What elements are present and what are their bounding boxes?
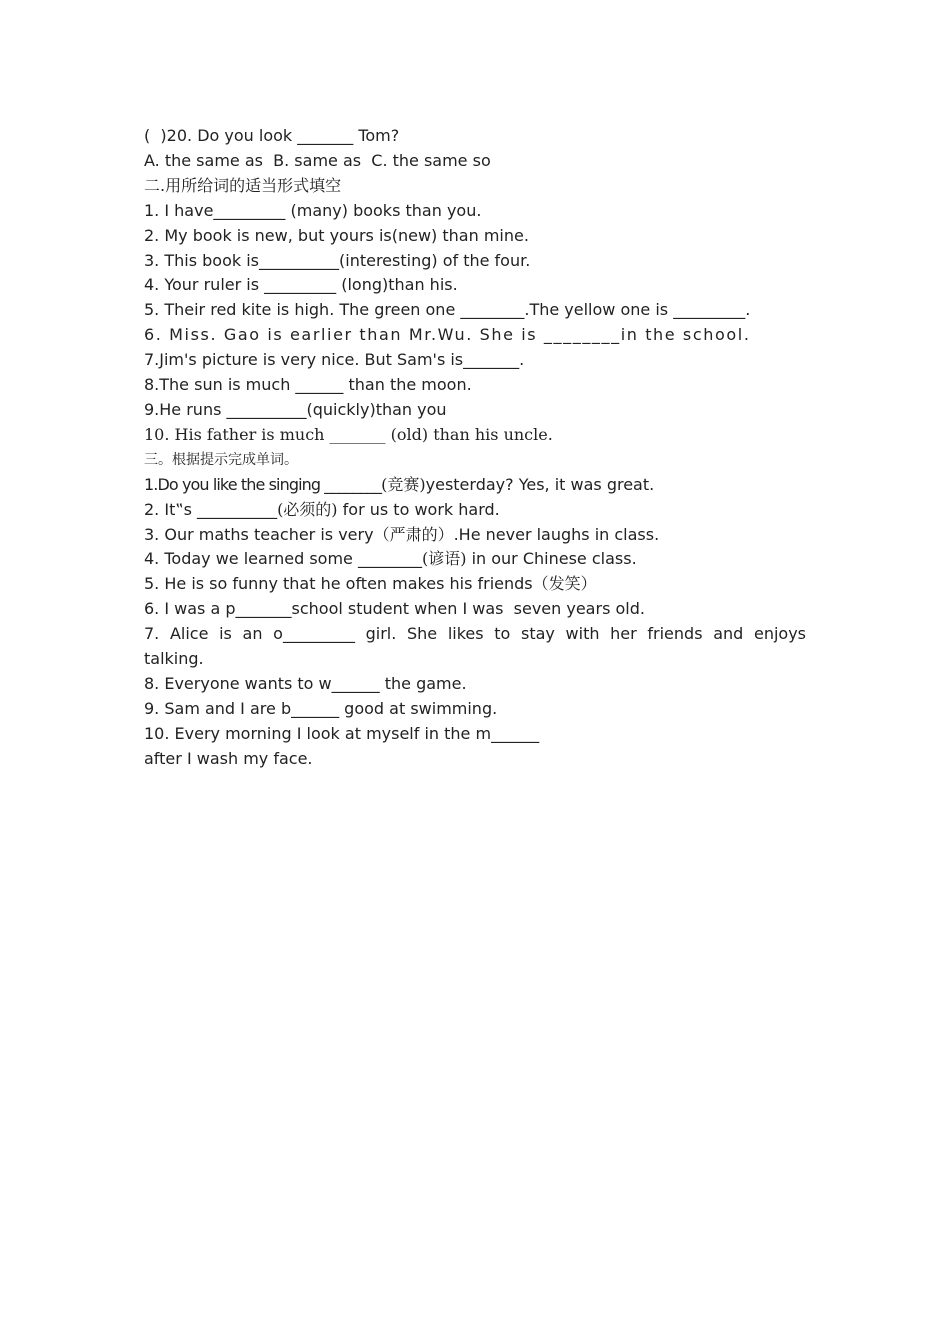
- section-3-item-5-hint: （发笑）: [532, 574, 597, 594]
- section-3-item-2-hint: (必须的): [277, 499, 338, 519]
- section-2-item-3: 3. This book is__________(interesting) of the four.: [144, 250, 531, 270]
- section-3-item-1-rest: yesterday? Yes, it was great.: [425, 474, 655, 494]
- section-3-item-10: 10. Every morning I look at myself in the m______: [144, 723, 540, 743]
- section-3-item-4-hint: (谚语): [421, 549, 467, 569]
- section-3-item-4: [144, 547, 806, 572]
- section-3-item-3-text: 3. Our maths teacher is very: [144, 524, 374, 544]
- section-3-item-7: 7. Alice is an o_________ girl. She likes to stay with her friends and enjoys: [144, 624, 806, 644]
- section-2-item-1: 1. I have_________ (many) books than you.: [144, 200, 482, 220]
- section-3-item-8: 8. Everyone wants to w______ the game.: [144, 673, 467, 693]
- section-3-item-2-text: 2. It‟s __________: [144, 499, 278, 519]
- section-2-item-7: 7.Jim's picture is very nice. But Sam's is_______.: [144, 350, 525, 370]
- section-2-item-5: 5. Their red kite is high. The green one ________.The yellow one is _________.: [144, 300, 751, 320]
- section-3-item-5-text: 5. He is so funny that he often makes his friends: [144, 574, 533, 594]
- section-3-heading: 三。根据提示完成单词。: [144, 451, 298, 468]
- section-3-item-3-rest: .He never laughs in class.: [453, 524, 660, 544]
- section-3-item-1-hint: (竞赛): [381, 474, 426, 494]
- section-2-item-4: 4. Your ruler is _________ (long)than his.: [144, 275, 458, 295]
- section-2-item-10: 10. His father is much _______ (old) than his uncle.: [144, 424, 553, 444]
- section-3-item-5: [144, 572, 806, 597]
- question-20-options: A. the same as B. same as C. the same so: [144, 150, 491, 170]
- section-3-item-4-text: 4. Today we learned some ________: [144, 549, 422, 569]
- section-3-item-2-rest: for us to work hard.: [337, 499, 500, 519]
- section-3-item-7-continued: talking.: [144, 649, 204, 669]
- section-2-item-8: 8.The sun is much ______ than the moon.: [144, 375, 472, 395]
- question-20-stem: ( )20. Do you look _______ Tom?: [144, 126, 400, 145]
- section-2-item-2: 2. My book is new, but yours is(new) than mine.: [144, 225, 529, 245]
- section-2-item-6: 6. Miss. Gao is earlier than Mr.Wu. She is ________in the school.: [144, 325, 751, 345]
- section-3-item-6: 6. I was a p_______school student when I was seven years old.: [144, 599, 645, 619]
- worksheet-page: [144, 124, 806, 772]
- section-3-item-1-text: 1.Do you like the singing ________: [144, 474, 382, 494]
- section-3-item-2: [144, 498, 806, 523]
- section-3-item-9: 9. Sam and I are b______ good at swimming.: [144, 698, 498, 718]
- section-2-item-9: 9.He runs __________(quickly)than you: [144, 399, 447, 419]
- section-3-item-10-continued: after I wash my face.: [144, 748, 313, 768]
- section-3-item-3-hint: （严肃的）: [373, 524, 454, 544]
- section-2-heading: 二.用所给词的适当形式填空: [144, 175, 342, 195]
- section-3-item-1: [144, 473, 806, 498]
- section-3-item-3: [144, 523, 806, 548]
- section-3-item-4-rest: in our Chinese class.: [466, 549, 637, 569]
